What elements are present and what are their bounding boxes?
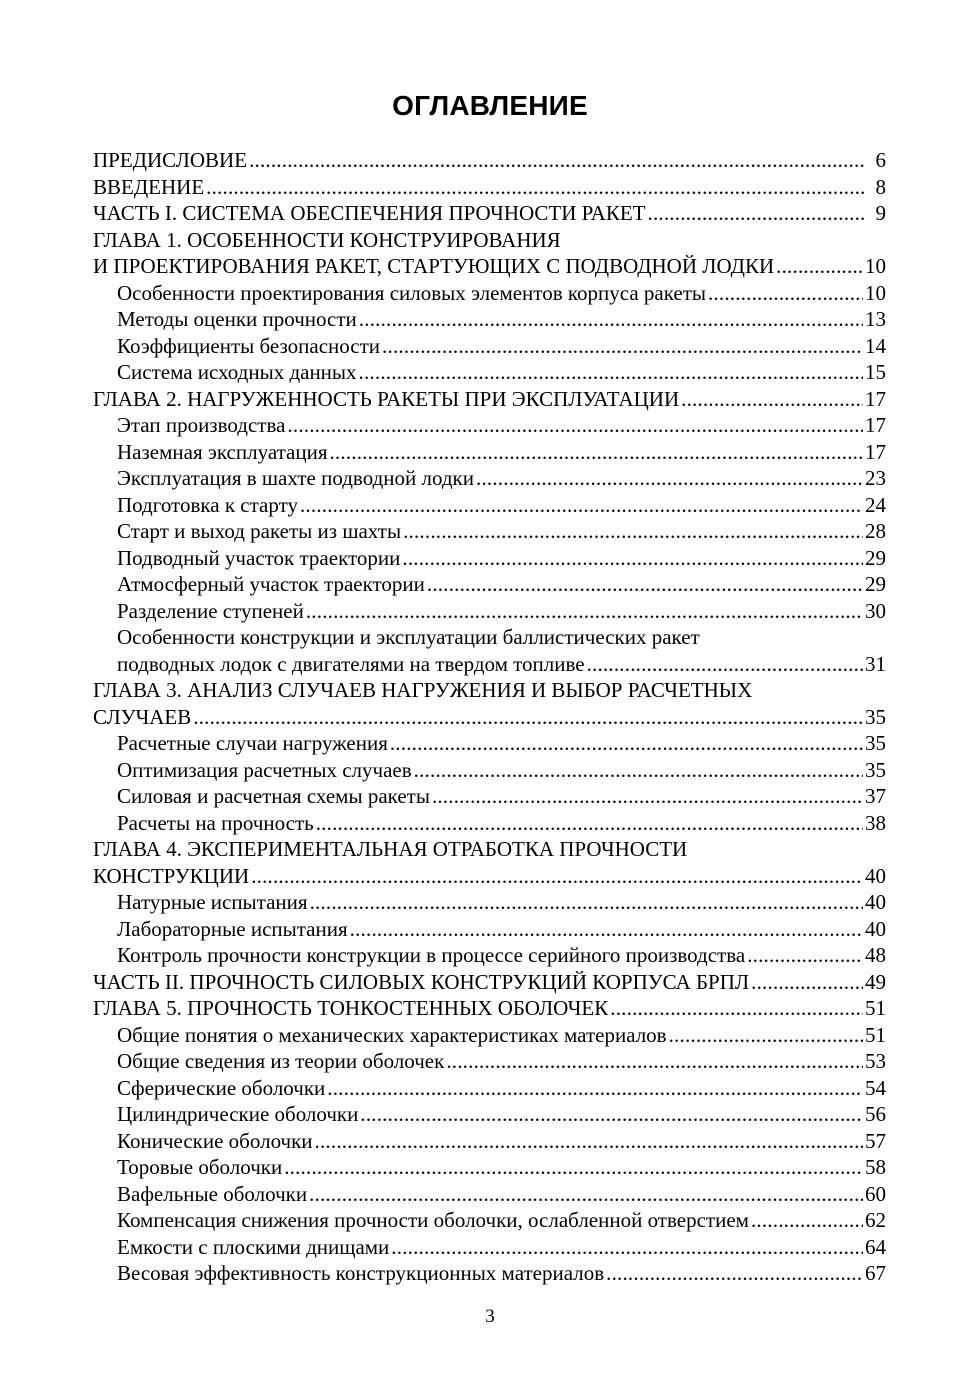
- toc-entry-title: ЧАСТЬ II. ПРОЧНОСТЬ СИЛОВЫХ КОНСТРУКЦИЙ КОРПУСА БРПЛ: [93, 969, 750, 994]
- toc-entry: [93, 1075, 886, 1102]
- toc-entry-title-line: Особенности конструкции и эксплуатации баллистических ракет: [117, 625, 700, 649]
- toc-entry-title: Емкости с плоскими днищами: [117, 1234, 390, 1259]
- toc-item: [93, 1207, 886, 1234]
- toc-entry-title: Лабораторные испытания: [117, 916, 348, 941]
- toc-entry: [93, 1207, 886, 1234]
- toc-entry: [93, 598, 886, 625]
- toc-entry: [93, 889, 886, 916]
- toc-item: [93, 280, 886, 307]
- toc-entry-title: Методы оценки прочности: [117, 307, 357, 331]
- toc-entry-title: Эксплуатация в шахте подводной лодки: [117, 466, 474, 490]
- toc-item: [93, 1181, 886, 1208]
- toc-entry-page: 17: [865, 386, 886, 411]
- toc-entry-page: 51: [865, 996, 886, 1020]
- toc-entry-title: СЛУЧАЕВ: [93, 704, 192, 729]
- toc-entry-title: подводных лодок с двигателями на твердом топливе: [117, 651, 585, 676]
- toc-entry-page: 10: [865, 254, 886, 278]
- toc-entry-title: Расчеты на прочность: [117, 810, 314, 835]
- toc-entry-page: 48: [865, 943, 886, 967]
- toc-entry: [93, 174, 886, 201]
- dot-leader: [606, 1260, 863, 1287]
- toc-entry: [93, 995, 886, 1022]
- dot-leader: [403, 518, 863, 545]
- toc-entry-page: 17: [865, 413, 886, 437]
- toc-entry: [93, 1181, 886, 1208]
- toc-entry-title: Общие понятия о механических характеристиках материалов: [117, 1022, 667, 1047]
- toc-entry-page: 31: [865, 651, 886, 676]
- toc-entry: [93, 730, 886, 757]
- toc-item: [93, 306, 886, 333]
- toc-entry-title: Подводный участок траектории: [117, 545, 401, 570]
- toc-entry-page: 14: [865, 333, 886, 358]
- toc-item: [93, 439, 886, 466]
- toc-item: [93, 1234, 886, 1261]
- toc-entry: [93, 518, 886, 545]
- toc-item: [93, 227, 886, 280]
- toc-item: [93, 518, 886, 545]
- toc-entry-page: 57: [865, 1128, 886, 1153]
- dot-leader: [309, 1181, 863, 1208]
- toc-entry-title-line: ГЛАВА 3. АНАЛИЗ СЛУЧАЕВ НАГРУЖЕНИЯ И ВЫБОР РАСЧЕТНЫХ: [93, 678, 753, 702]
- toc-item: [93, 624, 886, 677]
- dot-leader: [648, 200, 865, 227]
- dot-leader: [315, 1128, 863, 1155]
- toc-entry-page: 58: [865, 1155, 886, 1179]
- toc-item: [93, 1154, 886, 1181]
- toc-entry: [93, 1048, 886, 1075]
- dot-leader: [306, 598, 863, 625]
- toc-item: [93, 1048, 886, 1075]
- toc-entry: [93, 1128, 886, 1155]
- toc-entry: [93, 200, 886, 227]
- toc-item: [93, 359, 886, 386]
- dot-leader: [402, 545, 863, 572]
- dot-leader: [382, 333, 863, 360]
- toc-entry: [93, 1234, 886, 1261]
- toc-item: [93, 598, 886, 625]
- toc-entry-page: 35: [865, 757, 886, 782]
- dot-leader: [287, 412, 863, 439]
- toc-entry-page: 15: [865, 360, 886, 384]
- toc-entry: [93, 412, 886, 439]
- toc-entry: [93, 942, 886, 969]
- toc-entry: [93, 1101, 886, 1128]
- dot-leader: [360, 1101, 863, 1128]
- toc-item: [93, 969, 886, 996]
- toc-entry-title: Особенности проектирования силовых элементов корпуса ракеты: [117, 280, 706, 305]
- toc-entry-title: Подготовка к старту: [117, 492, 298, 517]
- dot-leader: [669, 1022, 863, 1049]
- dot-leader: [476, 465, 863, 492]
- dot-leader: [284, 1154, 863, 1181]
- toc-entry-title: КОНСТРУКЦИИ: [93, 863, 250, 888]
- toc-entry-title: Конические оболочки: [117, 1128, 313, 1153]
- dot-leader: [747, 942, 863, 969]
- toc-entry-page: 64: [865, 1234, 886, 1259]
- toc-entry-page: 17: [865, 439, 886, 464]
- toc-item: [93, 730, 886, 757]
- toc-item: [93, 1101, 886, 1128]
- page-title: ОГЛАВЛЕНИЕ: [392, 90, 588, 121]
- toc-entry-page: 8: [875, 174, 886, 199]
- toc-entry: [93, 757, 886, 784]
- toc-entry-page: 49: [865, 969, 886, 994]
- toc-entry-title: ЧАСТЬ I. СИСТЕМА ОБЕСПЕЧЕНИЯ ПРОЧНОСТИ РАКЕТ: [93, 201, 646, 225]
- toc-entry-title: Натурные испытания: [117, 890, 308, 914]
- toc-item: [93, 757, 886, 784]
- toc-entry-page: 28: [865, 519, 886, 543]
- table-of-contents: [93, 147, 886, 1287]
- dot-leader: [193, 704, 863, 731]
- toc-entry-page: 35: [865, 704, 886, 729]
- dot-leader: [350, 916, 863, 943]
- toc-entry-title: Силовая и расчетная схемы ракеты: [117, 784, 430, 808]
- toc-entry-page: 40: [865, 890, 886, 914]
- dot-leader: [751, 1207, 863, 1234]
- toc-entry: [93, 280, 886, 307]
- dot-leader: [391, 1234, 863, 1261]
- dot-leader: [708, 280, 863, 307]
- toc-entry-title: ГЛАВА 5. ПРОЧНОСТЬ ТОНКОСТЕННЫХ ОБОЛОЧЕК: [93, 996, 609, 1020]
- dot-leader: [359, 359, 863, 386]
- dot-leader: [414, 757, 863, 784]
- toc-entry-title: Оптимизация расчетных случаев: [117, 757, 412, 782]
- dot-leader: [249, 147, 864, 174]
- toc-entry-page: 62: [865, 1208, 886, 1232]
- toc-entry-page: 30: [865, 598, 886, 623]
- toc-entry: [93, 571, 886, 598]
- toc-entry-page: 40: [865, 916, 886, 941]
- dot-leader: [316, 810, 863, 837]
- toc-entry-title: ВВЕДЕНИЕ: [93, 174, 205, 199]
- toc-item: [93, 783, 886, 810]
- dot-leader: [329, 439, 863, 466]
- toc-entry-page: 60: [865, 1181, 886, 1206]
- toc-item: [93, 836, 886, 889]
- dot-leader: [206, 174, 864, 201]
- toc-entry: [93, 492, 886, 519]
- dot-leader: [681, 386, 863, 413]
- toc-entry: [93, 253, 886, 280]
- toc-entry-title: Система исходных данных: [117, 360, 357, 384]
- toc-entry-title: Контроль прочности конструкции в процессе серийного производства: [117, 943, 746, 967]
- toc-entry-page: 9: [875, 201, 886, 225]
- dot-leader: [751, 969, 863, 996]
- toc-item: [93, 1260, 886, 1287]
- toc-entry-page: 51: [865, 1022, 886, 1047]
- toc-entry-page: 37: [865, 784, 886, 808]
- toc-item: [93, 995, 886, 1022]
- dot-leader: [610, 995, 863, 1022]
- toc-item: [93, 571, 886, 598]
- toc-item: [93, 942, 886, 969]
- toc-entry-title: Вафельные оболочки: [117, 1181, 308, 1206]
- toc-entry-title: И ПРОЕКТИРОВАНИЯ РАКЕТ, СТАРТУЮЩИХ С ПОДВОДНОЙ ЛОДКИ: [93, 254, 775, 278]
- toc-entry: [93, 147, 886, 174]
- toc-entry-page: 67: [865, 1261, 886, 1285]
- toc-entry-title: Старт и выход ракеты из шахты: [117, 519, 402, 543]
- toc-entry: [93, 783, 886, 810]
- toc-entry-title: Торовые оболочки: [117, 1155, 283, 1179]
- toc-item: [93, 386, 886, 413]
- toc-item: [93, 465, 886, 492]
- toc-entry-page: 13: [865, 307, 886, 331]
- toc-entry-title: ГЛАВА 2. НАГРУЖЕННОСТЬ РАКЕТЫ ПРИ ЭКСПЛУАТАЦИИ: [93, 386, 680, 411]
- dot-leader: [327, 1075, 863, 1102]
- toc-entry-title: Весовая эффективность конструкционных материалов: [117, 1261, 605, 1285]
- toc-entry-title: Разделение ступеней: [117, 598, 304, 623]
- toc-entry-title: Компенсация снижения прочности оболочки, ослабленной отверстием: [117, 1208, 749, 1232]
- dot-leader: [359, 306, 863, 333]
- dot-leader: [776, 253, 863, 280]
- toc-entry-page: 29: [865, 545, 886, 570]
- toc-entry: [93, 704, 886, 731]
- dot-leader: [446, 1048, 863, 1075]
- toc-entry: [93, 1260, 886, 1287]
- toc-entry-page: 53: [865, 1049, 886, 1073]
- toc-entry-page: 24: [865, 492, 886, 517]
- toc-entry-page: 54: [865, 1075, 886, 1100]
- toc-item: [93, 545, 886, 572]
- dot-leader: [427, 571, 863, 598]
- toc-entry-title: Атмосферный участок траектории: [117, 572, 425, 596]
- toc-item: [93, 492, 886, 519]
- toc-item: [93, 147, 886, 174]
- toc-entry-page: 23: [865, 466, 886, 490]
- toc-item: [93, 1022, 886, 1049]
- toc-entry: [93, 306, 886, 333]
- toc-entry-title-line: ГЛАВА 1. ОСОБЕННОСТИ КОНСТРУИРОВАНИЯ: [93, 227, 561, 252]
- toc-entry-title: Общие сведения из теории оболочек: [117, 1049, 445, 1073]
- toc-entry: [93, 439, 886, 466]
- toc-entry-page: 35: [865, 731, 886, 755]
- toc-entry: [93, 386, 886, 413]
- toc-entry: [93, 545, 886, 572]
- toc-entry: [93, 465, 886, 492]
- toc-entry-title: Расчетные случаи нагружения: [117, 731, 388, 755]
- toc-entry-page: 56: [865, 1102, 886, 1126]
- toc-entry: [93, 1154, 886, 1181]
- toc-entry-page: 29: [865, 572, 886, 596]
- toc-entry-page: 40: [865, 863, 886, 888]
- toc-entry-title: Этап производства: [117, 413, 286, 437]
- toc-item: [93, 1128, 886, 1155]
- toc-entry: [93, 1022, 886, 1049]
- toc-entry: [93, 333, 886, 360]
- toc-item: [93, 810, 886, 837]
- toc-entry: [93, 863, 886, 890]
- dot-leader: [390, 730, 863, 757]
- toc-entry: [93, 916, 886, 943]
- toc-entry-page: 38: [865, 810, 886, 835]
- toc-entry-title: Цилиндрические оболочки: [117, 1102, 359, 1126]
- dot-leader: [300, 492, 863, 519]
- toc-entry-title: Коэффициенты безопасности: [117, 333, 381, 358]
- dot-leader: [310, 889, 863, 916]
- toc-item: [93, 200, 886, 227]
- dot-leader: [587, 651, 863, 678]
- toc-item: [93, 889, 886, 916]
- toc-entry-title-line: ГЛАВА 4. ЭКСПЕРИМЕНТАЛЬНАЯ ОТРАБОТКА ПРОЧНОСТИ: [93, 837, 688, 861]
- toc-entry: [93, 651, 886, 678]
- toc-entry-title: ПРЕДИСЛОВИЕ: [93, 148, 248, 172]
- toc-entry-page: 6: [875, 148, 886, 172]
- toc-item: [93, 1075, 886, 1102]
- toc-item: [93, 412, 886, 439]
- toc-item: [93, 174, 886, 201]
- toc-entry: [93, 810, 886, 837]
- toc-entry: [93, 969, 886, 996]
- toc-entry-title: Сферические оболочки: [117, 1075, 326, 1100]
- page-number: 3: [485, 1306, 495, 1327]
- toc-item: [93, 333, 886, 360]
- toc-item: [93, 916, 886, 943]
- dot-leader: [432, 783, 863, 810]
- toc-entry-title: Наземная эксплуатация: [117, 439, 328, 464]
- dot-leader: [251, 863, 863, 890]
- toc-item: [93, 677, 886, 730]
- toc-entry: [93, 359, 886, 386]
- toc-entry-page: 10: [865, 280, 886, 305]
